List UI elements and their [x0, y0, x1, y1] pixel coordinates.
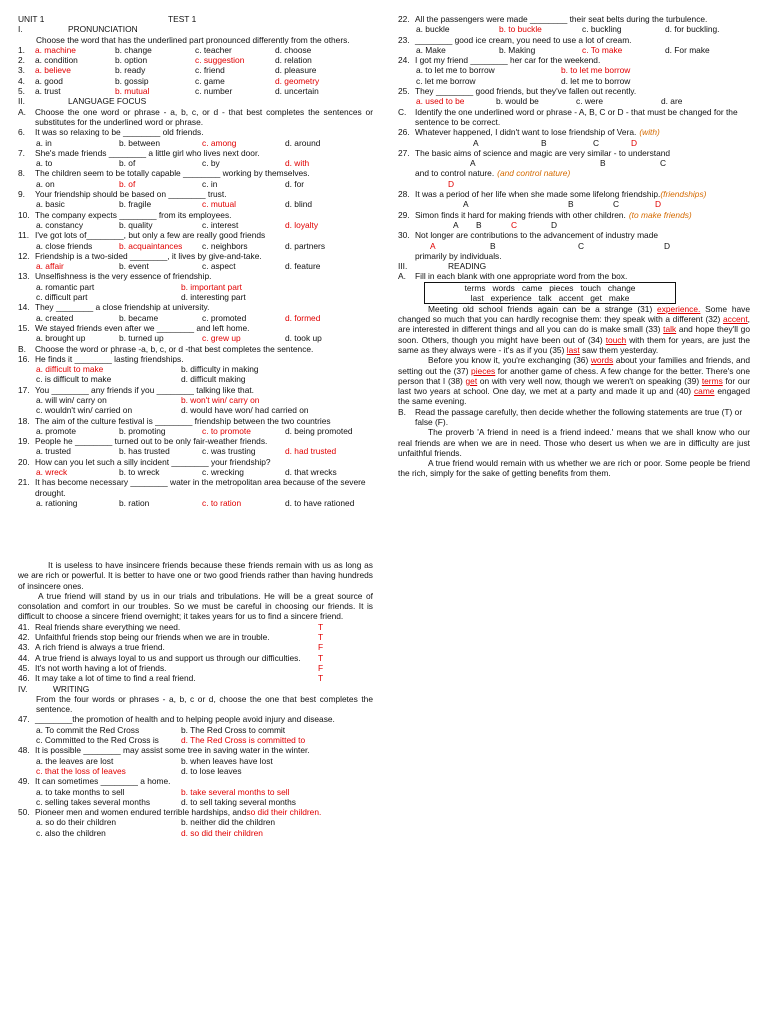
- option-b: b. change: [115, 44, 152, 55]
- option-a: a. good: [35, 75, 63, 86]
- section-heading: I. PRONUNCIATION: [18, 24, 138, 35]
- option-d: d. partners: [285, 240, 326, 251]
- option-b: b. take several months to sell: [181, 786, 290, 797]
- instruction: From the four words or phrases - a, b, c or d, choose the one that best completes the sentence.: [36, 693, 373, 715]
- true-false-list: [18, 622, 373, 684]
- option-c: c. neighbors: [202, 240, 248, 251]
- instruction: A. Choose the one word or phrase - a, b, c, or d - that best completes the sentences or substitutes for the underlined word or phrase.: [18, 106, 373, 127]
- option-d: d. difficult making: [181, 374, 246, 385]
- options-row: [18, 467, 373, 477]
- option-c: c. is difficult to make: [36, 374, 112, 385]
- option-a: a. created: [36, 312, 74, 323]
- options-row: [18, 282, 373, 292]
- option-a: a. affair: [36, 261, 64, 272]
- question-row: 20. How can you let such a silly incident ________ your friendship?: [18, 456, 271, 467]
- question-row: 25. They ________ good friends, but they've fallen out recently.: [398, 86, 637, 97]
- letter-row: A B C D: [473, 137, 638, 148]
- option-b: b. important part: [181, 281, 242, 292]
- option-d: d. for buckling.: [665, 24, 720, 35]
- tf-answer: F: [318, 662, 324, 673]
- options-row: [18, 405, 373, 415]
- option-a: a. buckle: [416, 24, 450, 35]
- question-row: 14. They ________ a close friendship at university.: [18, 302, 210, 313]
- option-b: b. promoting: [119, 425, 166, 436]
- options-row: [18, 828, 373, 838]
- question-row: 12. Friendship is a two-sided ________, it lives by give-and-take.: [18, 250, 262, 261]
- option-b: b. ration: [119, 497, 150, 508]
- section-heading: III. READING: [398, 261, 487, 272]
- option-c: c. teacher: [195, 44, 232, 55]
- option-d: d. to lose leaves: [181, 765, 242, 776]
- question-row: primarily by individuals.: [415, 250, 502, 261]
- question-row: 13. Unselfishness is the very essence of friendship.: [18, 271, 212, 282]
- mc-list: [398, 14, 750, 55]
- option-d: d. For make: [665, 44, 710, 55]
- options-row: [18, 313, 373, 323]
- option-b: b. turned up: [119, 333, 164, 344]
- instruction: Choose the word that has the underlined part pronounced differently from the others.: [36, 34, 350, 45]
- question-row: 6. It was so relaxing to be ________ old friends.: [18, 127, 204, 138]
- tf-row: 46. It may take a lot of time to find a real friend. T: [18, 673, 324, 684]
- option-c: c. game: [195, 75, 225, 86]
- option-c: c. selling takes several months: [36, 796, 151, 807]
- tf-answer: T: [318, 621, 324, 632]
- pron-row: 1. a. machine b. change c. teacher d. choose: [18, 44, 312, 55]
- question-row: 8. The children seem to be totally capable ________ working by themselves.: [18, 168, 310, 179]
- options-row: [18, 446, 373, 456]
- option-c: c. in: [202, 178, 218, 189]
- option-b: b. to buckle: [499, 24, 542, 35]
- option-c: c. suggestion: [195, 55, 245, 66]
- question-row: 18. The aim of the culture festival is ________ friendship between the two countries: [18, 415, 331, 426]
- reading-paragraph: A true friend would remain with us whether we are rich or poor. Some people be friend the rich, simply for the sake of getting benefits from them.: [398, 458, 750, 479]
- option-b: b. between: [119, 137, 160, 148]
- option-d: d. loyalty: [285, 219, 319, 230]
- options-row: [18, 395, 373, 405]
- options-row: [18, 817, 373, 827]
- option-b: b. became: [119, 312, 159, 323]
- question-row: 10. The company expects ________ from its employees.: [18, 209, 232, 220]
- question-row: 49. It can sometimes ________ a home.: [18, 776, 171, 787]
- tf-row: 42. Unfaithful friends stop being our friends when we are in trouble. T: [18, 632, 324, 643]
- option-d: d. pleasure: [275, 65, 317, 76]
- tf-answer: T: [318, 632, 324, 643]
- question-row: 29. Simon finds it hard for making friends with other children. (to make friends): [398, 209, 692, 220]
- options-row: [18, 292, 373, 302]
- option-a: a. the leaves are lost: [36, 755, 114, 766]
- option-d: d. formed: [285, 312, 321, 323]
- option-c: c. promoted: [202, 312, 247, 323]
- option-c: c. to promote: [202, 425, 251, 436]
- options-row: a. used to be b. would be c. were d. are: [416, 96, 683, 107]
- option-d: d. interesting part: [181, 292, 246, 303]
- options-row: [18, 364, 373, 374]
- unit-label: UNIT 1: [18, 14, 45, 24]
- option-a: a. condition: [35, 55, 78, 66]
- option-a: a. brought up: [36, 333, 86, 344]
- reading-paragraph: It is useless to have insincere friends because these friends remain with us as long as we are rich or powerful. It is better to have one or two good friends rather than having hundreds of insincere ones.: [18, 560, 373, 591]
- letter-row: A B C D: [453, 219, 558, 230]
- question-row: and to control nature. (and control nature): [415, 168, 571, 179]
- reading-paragraph: A true friend will stand by us in our trials and tribulations. He will be a great source of consolation and comfort in our troubles. So we must be careful in choosing our friends. It is difficult to choose a sincere friend overnight; it takes years for us to find a sincere friend.: [18, 590, 373, 622]
- option-a: a. promote: [36, 425, 77, 436]
- option-c: c. among: [202, 137, 237, 148]
- options-row: [18, 797, 373, 807]
- tf-row: 44. A true friend is always loyal to us and support us through our difficulties. T: [18, 652, 324, 663]
- options-row: [18, 426, 373, 436]
- instruction: B. Read the passage carefully, then decide whether the following statements are true (T) or false (F).: [398, 406, 743, 427]
- options-row: c. let me borrow d. let me to borrow: [416, 75, 631, 86]
- right-column: [398, 14, 750, 479]
- instruction: C. Identify the one underlined word or phrase - A, B, C or D - that must be changed for the sentence to be correct.: [398, 106, 738, 127]
- tf-row: 45. It's not worth having a lot of friends. F: [18, 662, 324, 673]
- option-a: a. to: [36, 158, 53, 169]
- letter-row: A B C D: [430, 240, 671, 251]
- option-a: a. trust: [35, 86, 61, 97]
- option-d: d. so did their children: [181, 827, 263, 838]
- option-d: d. would have won/ had carried on: [181, 405, 309, 416]
- question-row: 50. Pioneer men and women endured terrible hardships, and so did their children.: [18, 807, 322, 818]
- mc-list: [18, 354, 373, 508]
- question-row: 30. Not longer are contributions to the advancement of industry made: [398, 230, 659, 241]
- option-c: c. wouldn't win/ carried on: [36, 405, 133, 416]
- tf-row: 43. A rich friend is always a true friend. F: [18, 642, 324, 653]
- options-row: [18, 725, 373, 735]
- question-row: 17. You ________ any friends if you ________ talking like that.: [18, 384, 254, 395]
- pronunciation-list: [18, 45, 373, 96]
- option-c: c. friend: [195, 65, 225, 76]
- option-c: c. was trusting: [202, 446, 256, 457]
- option-b: b. ready: [115, 65, 146, 76]
- option-d: d. feature: [285, 261, 321, 272]
- option-a: a. close friends: [36, 240, 93, 251]
- option-c: c. that the loss of leaves: [36, 765, 126, 776]
- test-label: TEST 1: [168, 14, 197, 24]
- options-row: [18, 138, 373, 148]
- option-b: b. won't win/ carry on: [181, 394, 260, 405]
- tf-answer: T: [318, 673, 324, 684]
- question-row: 11. I've got lots of________, but only a few are really good friends: [18, 230, 266, 241]
- option-b: b. gossip: [115, 75, 149, 86]
- option-a: a. so do their children: [36, 817, 117, 828]
- options-row: [18, 179, 373, 189]
- question-row: 24. I got my friend ________ her car for the weekend.: [398, 55, 601, 66]
- option-b: b. event: [119, 261, 149, 272]
- instruction: A. Fill in each blank with one appropriate word from the box.: [398, 271, 628, 282]
- options-row: [18, 241, 373, 251]
- options-row: a. to let me to borrow b. to let me borrow: [416, 65, 631, 76]
- options-row: [18, 333, 373, 343]
- option-c: c. wrecking: [202, 467, 244, 478]
- option-a: a. in: [36, 137, 52, 148]
- letter-row: A B C D: [463, 199, 662, 210]
- options-row: [18, 158, 373, 168]
- pron-row: 5. a. trust b. mutual c. number d. uncertain: [18, 86, 319, 97]
- options-row: [18, 199, 373, 209]
- option-d: d. around: [285, 137, 321, 148]
- question-row: 15. We stayed friends even after we ________ and left home.: [18, 322, 250, 333]
- option-a: a. rationing: [36, 497, 78, 508]
- option-a: a. trusted: [36, 446, 71, 457]
- option-a: a. difficult to make: [36, 364, 104, 375]
- option-d: d. relation: [275, 55, 312, 66]
- option-b: b. neither did the children: [181, 817, 276, 828]
- option-d: d. The Red Cross is committed to: [181, 735, 306, 746]
- option-b: b. fragile: [119, 199, 152, 210]
- question-row: 23. ________ good ice cream, you need to use a lot of cream.: [398, 34, 632, 45]
- reading-paragraph: The proverb 'A friend in need is a friend indeed.' means that we shall know who our real friends are when we are in need. Those who desert us when we are in difficulty are just unfaithful friends.: [398, 427, 750, 458]
- options-row: [18, 498, 373, 508]
- option-c: c. mutual: [202, 199, 236, 210]
- option-a: a. Make: [416, 44, 446, 55]
- question-row: 28. It was a period of her life when she made some lifelong friendship. (friendships): [398, 189, 707, 200]
- option-b: b. when leaves have lost: [181, 755, 273, 766]
- reading-paragraph: Meeting old school friends again can be a strange (31) experience. Some have changed so much that you can hardly recognise them: they speak with a different (32) accent, are interested in different things and all you can do is make small (33) talk and hope they'll go soon. Others, though you might have been out of (34) touch with them for years, are just the same as they always were - it's as if you (35) last saw them yesterday.: [398, 303, 750, 355]
- option-b: b. acquaintances: [119, 240, 183, 251]
- option-b: b. quality: [119, 219, 153, 230]
- left-column: [18, 14, 373, 508]
- option-d: d. to sell taking several months: [181, 796, 296, 807]
- option-b: b. option: [115, 55, 148, 66]
- question-row: 9. Your friendship should be based on ________ trust.: [18, 189, 227, 200]
- options-row: [18, 735, 373, 745]
- option-c: c. buckling: [582, 24, 622, 35]
- options-row: [18, 756, 373, 766]
- options-row: [18, 261, 373, 271]
- option-a: a. on: [36, 178, 55, 189]
- option-d: d. to have rationed: [285, 497, 355, 508]
- header-row: [18, 14, 373, 24]
- letter-row: D: [448, 178, 455, 189]
- option-d: d. choose: [275, 44, 312, 55]
- option-a: a. basic: [36, 199, 65, 210]
- option-b: b. The Red Cross to commit: [181, 724, 286, 735]
- section-heading: IV. WRITING: [18, 683, 90, 694]
- option-b: b. of: [119, 178, 136, 189]
- option-d: d. with: [285, 158, 310, 169]
- option-d: d. being promoted: [285, 425, 353, 436]
- option-b: b. mutual: [115, 86, 150, 97]
- options-row: [398, 24, 750, 34]
- bottom-left-block: [18, 560, 373, 838]
- options-row: [398, 45, 750, 55]
- question-row: 27. The basic aims of science and magic are very similar - to understand: [398, 147, 671, 158]
- tf-answer: T: [318, 652, 324, 663]
- option-b: b. difficulty in making: [181, 364, 259, 375]
- option-c: c. by: [202, 158, 220, 169]
- reading-paragraph: Before you know it, you're exchanging (36) words about your families and friends, and setting out the (37) pieces for another game of chess. A few change for the better. There's one person that I (38) get on with very well now, though we weren't on speaking (39) terms for our last two years at school. One day, we met at a party and made it up and (40) came engaged the same evening.: [398, 355, 750, 407]
- option-b: b. of: [119, 158, 136, 169]
- tf-row: 41. Real friends share everything we need. T: [18, 621, 324, 632]
- options-row: [18, 787, 373, 797]
- option-d: d. that wrecks: [285, 467, 337, 478]
- options-row: [18, 220, 373, 230]
- question-row: 21. It has become necessary ________ water in the metropolitan area because of the severe drought.: [18, 477, 366, 498]
- option-a: a. will win/ carry on: [36, 394, 107, 405]
- writing-list: [18, 714, 373, 838]
- option-c: c. also the children: [36, 827, 106, 838]
- option-c: c. Committed to the Red Cross is: [36, 735, 159, 746]
- option-b: b. to wreck: [119, 467, 160, 478]
- option-d: d. took up: [285, 333, 322, 344]
- section-heading: II. LANGUAGE FOCUS: [18, 96, 147, 107]
- option-b: b. has trusted: [119, 446, 170, 457]
- instruction: B. Choose the word or phrase -a, b, c, or d -that best completes the sentence.: [18, 343, 314, 354]
- pron-row: 2. a. condition b. option c. suggestion d. relation: [18, 55, 312, 66]
- option-a: a. constancy: [36, 219, 84, 230]
- option-c: c. to ration: [202, 497, 242, 508]
- option-c: c. interest: [202, 219, 239, 230]
- pron-row: 4. a. good b. gossip c. game d. geometry: [18, 75, 320, 86]
- option-c: c. To make: [582, 44, 623, 55]
- question-row: 19. People he ________ turned out to be only fair-weather friends.: [18, 436, 268, 447]
- question-row: 7. She's made friends ________ a little girl who lives next door.: [18, 147, 260, 158]
- option-d: d. geometry: [275, 75, 320, 86]
- question-row: 22. All the passengers were made ________ their seat belts during the turbulence.: [398, 14, 708, 24]
- question-row: 16. He finds it ________ lasting friendships.: [18, 353, 184, 364]
- option-a: a. machine: [35, 44, 76, 55]
- option-c: c. aspect: [202, 261, 236, 272]
- option-a: a. wreck: [36, 467, 68, 478]
- letter-row: A B C: [470, 158, 667, 169]
- option-a: a. to take months to sell: [36, 786, 125, 797]
- option-d: d. uncertain: [275, 86, 319, 97]
- mc-list: [18, 127, 373, 343]
- option-c: c. difficult part: [36, 292, 88, 303]
- question-row: 48. It is possible ________ may assist some tree in saving water in the winter.: [18, 745, 310, 756]
- option-d: d. had trusted: [285, 446, 337, 457]
- tf-answer: F: [318, 642, 324, 653]
- option-a: a. believe: [35, 65, 71, 76]
- question-row: 26. Whatever happened, I didn't want to lose friendship of Vera. (with): [398, 127, 660, 138]
- option-c: c. grew up: [202, 333, 241, 344]
- option-a: a. romantic part: [36, 281, 95, 292]
- option-c: c. number: [195, 86, 233, 97]
- pron-row: 3. a. believe b. ready c. friend d. pleasure: [18, 65, 317, 76]
- options-row: [18, 766, 373, 776]
- word-box: terms words came pieces touch change last experience talk accent get make: [424, 282, 676, 304]
- question-row: 47. ________the promotion of health and to helping people avoid injury and disease.: [18, 714, 335, 725]
- option-d: d. blind: [285, 199, 313, 210]
- options-row: [18, 374, 373, 384]
- option-a: a. To commit the Red Cross: [36, 724, 140, 735]
- option-d: d. for: [285, 178, 305, 189]
- option-b: b. Making: [499, 44, 536, 55]
